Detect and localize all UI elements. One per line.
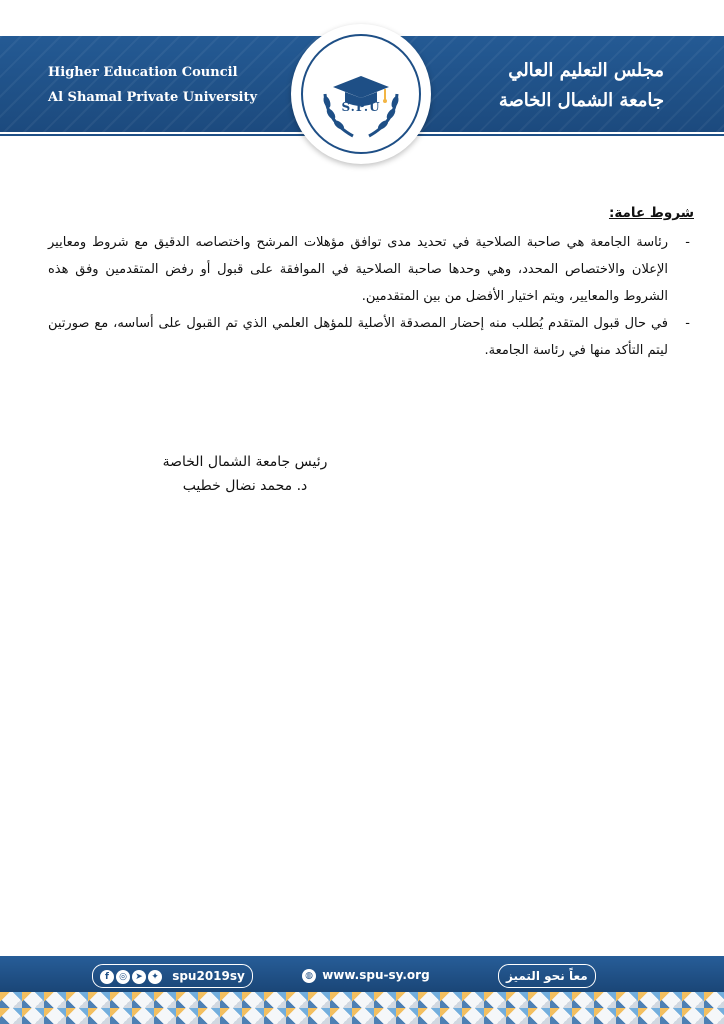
section-title: شروط عامة: — [608, 205, 694, 221]
decorative-pattern — [0, 992, 724, 1024]
twitter-icon[interactable]: ✦ — [148, 970, 162, 984]
council-name-ar: مجلس التعليم العالي — [508, 60, 664, 81]
signatory-name: د. محمد نضال خطيب — [182, 478, 308, 494]
graduation-cap-icon — [291, 24, 431, 164]
slogan-text: معاً نحو التميز — [506, 969, 588, 983]
globe-icon: ◍ — [302, 969, 316, 983]
clause-2 — [48, 310, 694, 364]
clause-bullet: - — [685, 235, 690, 250]
university-name-ar: جامعة الشمال الخاصة — [498, 90, 664, 111]
header-english — [48, 60, 257, 110]
telegram-icon[interactable]: ➤ — [132, 970, 146, 984]
university-name-en: Al Shamal Private University — [48, 90, 258, 105]
university-seal — [291, 24, 431, 164]
social-handle: spu2019sy — [172, 969, 245, 983]
instagram-icon[interactable]: ◎ — [116, 970, 130, 984]
clause-1 — [48, 229, 694, 310]
signatory-title: رئيس جامعة الشمال الخاصة — [162, 454, 328, 470]
slogan-badge — [498, 964, 596, 988]
seal-abbreviation: S.P.U — [341, 100, 381, 114]
council-name-en: Higher Education Council — [48, 65, 238, 80]
clause-text: في حال قبول المتقدم يُطلب منه إحضار المصدقة الأصلية للمؤهل العلمي الذي تم القبول على أساسه، مع صورتين ليتم التأكد منها في رئاسة الجامعة. — [48, 316, 668, 358]
clause-text: رئاسة الجامعة هي صاحبة الصلاحية في تحديد مدى توافق مؤهلات المرشح واختصاصه الدقيق مع شروط ومعايير الإعلان والاختصاص المحدد، وهي وحدها صاحبة الصلاحية في الموافقة على قبول أو رفض المتقدمين وفق هذه الشروط والمعايير، ويتم اختيار الأفضل من بين المتقدمين. — [48, 235, 668, 304]
document-body — [48, 200, 694, 364]
website-link[interactable] — [302, 964, 430, 986]
clause-bullet: - — [685, 316, 690, 331]
website-text: www.spu-sy.org — [322, 968, 430, 982]
facebook-icon[interactable]: f — [100, 970, 114, 984]
social-links[interactable] — [92, 964, 253, 988]
signature-block — [140, 450, 350, 498]
header-arabic — [499, 56, 664, 116]
